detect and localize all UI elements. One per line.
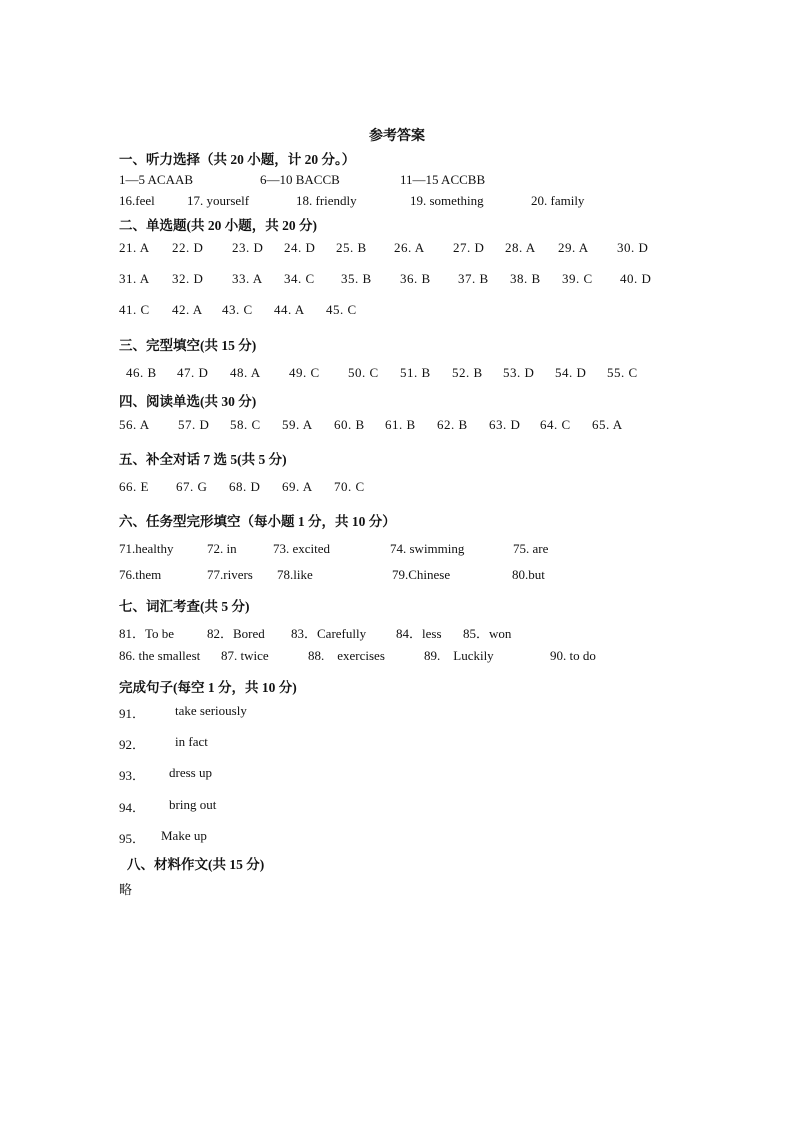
answer-word: 87. twice xyxy=(221,648,269,663)
answer-word: 79.Chinese xyxy=(392,567,451,582)
answer-item: 28. A xyxy=(505,240,536,255)
answer-item: 51. B xyxy=(400,365,431,380)
answer-word: 76.them xyxy=(119,567,162,582)
answer-item: 49. C xyxy=(289,365,320,380)
section-3-heading: 三、完型填空(共 15 分) xyxy=(119,338,257,353)
answer-word: 73. excited xyxy=(273,541,331,556)
sentence-number: 91． xyxy=(119,706,146,721)
sentence-number: 93． xyxy=(119,768,146,783)
answer-item: 56. A xyxy=(119,417,150,432)
answer-item: 59. A xyxy=(282,417,313,432)
answer-word: 90. to do xyxy=(550,648,596,663)
answer-item: 36. B xyxy=(400,271,431,286)
answer-word: 20. family xyxy=(531,193,585,208)
answer-item: 52. B xyxy=(452,365,483,380)
complete-sentences-heading: 完成句子(每空 1 分，共 10 分) xyxy=(119,680,297,695)
answer-item: 22. D xyxy=(172,240,204,255)
answer-item: 67. G xyxy=(176,479,208,494)
answer-item: 46. B xyxy=(126,365,157,380)
section-8-heading: 八、材料作文(共 15 分) xyxy=(127,857,265,872)
answer-item: 57. D xyxy=(178,417,210,432)
answer-item: 40. D xyxy=(620,271,652,286)
answer-word: 84．less xyxy=(396,626,442,641)
answer-item: 58. C xyxy=(230,417,261,432)
answer-word: 16.feel xyxy=(119,193,155,208)
answer-word: 77.rivers xyxy=(207,567,253,582)
answer-item: 66. E xyxy=(119,479,149,494)
answer-word: 82．Bored xyxy=(207,626,265,641)
answer-item: 45. C xyxy=(326,302,357,317)
answer-word: 74. swimming xyxy=(390,541,465,556)
answer-item: 70. C xyxy=(334,479,365,494)
answer-item: 35. B xyxy=(341,271,372,286)
answer-word: 81．To be xyxy=(119,626,175,641)
answer-word: 88. exercises xyxy=(308,648,385,663)
answer-word: 19. something xyxy=(410,193,484,208)
answer-word: 86. the smallest xyxy=(119,648,201,663)
answer-item: 69. A xyxy=(282,479,313,494)
answer-word: 83．Carefully xyxy=(291,626,367,641)
answer-item: 23. D xyxy=(232,240,264,255)
answer-word: 17. yourself xyxy=(187,193,250,208)
answer-item: 42. A xyxy=(172,302,203,317)
answer-item: 68. D xyxy=(229,479,261,494)
sentence-answer: dress up xyxy=(169,765,212,780)
answer-word: 85．won xyxy=(463,626,512,641)
answer-item: 25. B xyxy=(336,240,367,255)
answer-word: 72. in xyxy=(207,541,237,556)
answer-item: 50. C xyxy=(348,365,379,380)
answer-item: 65. A xyxy=(592,417,623,432)
answer-item: 24. D xyxy=(284,240,316,255)
answer-word: 18. friendly xyxy=(296,193,357,208)
answer-item: 48. A xyxy=(230,365,261,380)
answer-item: 47. D xyxy=(177,365,209,380)
section-6-heading: 六、任务型完形填空（每小题 1 分，共 10 分） xyxy=(119,514,396,529)
answer-word: 78.like xyxy=(277,567,313,582)
section-2-heading: 二、单选题(共 20 小题，共 20 分) xyxy=(119,218,317,233)
sentence-number: 92． xyxy=(119,737,146,752)
sentence-answer: bring out xyxy=(169,797,217,812)
sentence-number: 94． xyxy=(119,800,146,815)
answer-word: 71.healthy xyxy=(119,541,174,556)
answer-item: 38. B xyxy=(510,271,541,286)
answer-item: 31. A xyxy=(119,271,150,286)
answer-item: 33. A xyxy=(232,271,263,286)
answer-item: 30. D xyxy=(617,240,649,255)
answer-item: 32. D xyxy=(172,271,204,286)
section-5-heading: 五、补全对话 7 选 5(共 5 分) xyxy=(119,452,287,467)
answer-word: 75. are xyxy=(513,541,549,556)
answer-item: 41. C xyxy=(119,302,150,317)
answer-item: 61. B xyxy=(385,417,416,432)
answer-item: 54. D xyxy=(555,365,587,380)
section-4-heading: 四、阅读单选(共 30 分) xyxy=(119,394,257,409)
answer-item: 34. C xyxy=(284,271,315,286)
answer-word: 80.but xyxy=(512,567,545,582)
answer-item: 53. D xyxy=(503,365,535,380)
answer-word: 89. Luckily xyxy=(424,648,494,663)
answer-item: 37. B xyxy=(458,271,489,286)
answer-item: 27. D xyxy=(453,240,485,255)
answer-item: 29. A xyxy=(558,240,589,255)
answer-item: 44. A xyxy=(274,302,305,317)
answer-item: 60. B xyxy=(334,417,365,432)
answer-item: 63. D xyxy=(489,417,521,432)
answer-item: 43. C xyxy=(222,302,253,317)
answer-item: 21. A xyxy=(119,240,150,255)
answer-group: 11—15 ACCBB xyxy=(400,172,486,187)
sentence-answer: in fact xyxy=(175,734,208,749)
page-title: 参考答案 xyxy=(369,129,425,144)
sentence-answer: Make up xyxy=(161,828,207,843)
answer-group: 6—10 BACCB xyxy=(260,172,340,187)
sentence-number: 95． xyxy=(119,831,146,846)
section-1-heading: 一、听力选择（共 20 小题，计 20 分。） xyxy=(119,152,356,167)
answer-item: 55. C xyxy=(607,365,638,380)
answer-group: 1—5 ACAAB xyxy=(119,172,194,187)
answer-item: 39. C xyxy=(562,271,593,286)
answer-item: 64. C xyxy=(540,417,571,432)
section-7-heading: 七、词汇考查(共 5 分) xyxy=(119,599,250,614)
section-8-body: 略 xyxy=(119,882,133,897)
answer-item: 26. A xyxy=(394,240,425,255)
sentence-answer: take seriously xyxy=(175,703,247,718)
answer-item: 62. B xyxy=(437,417,468,432)
